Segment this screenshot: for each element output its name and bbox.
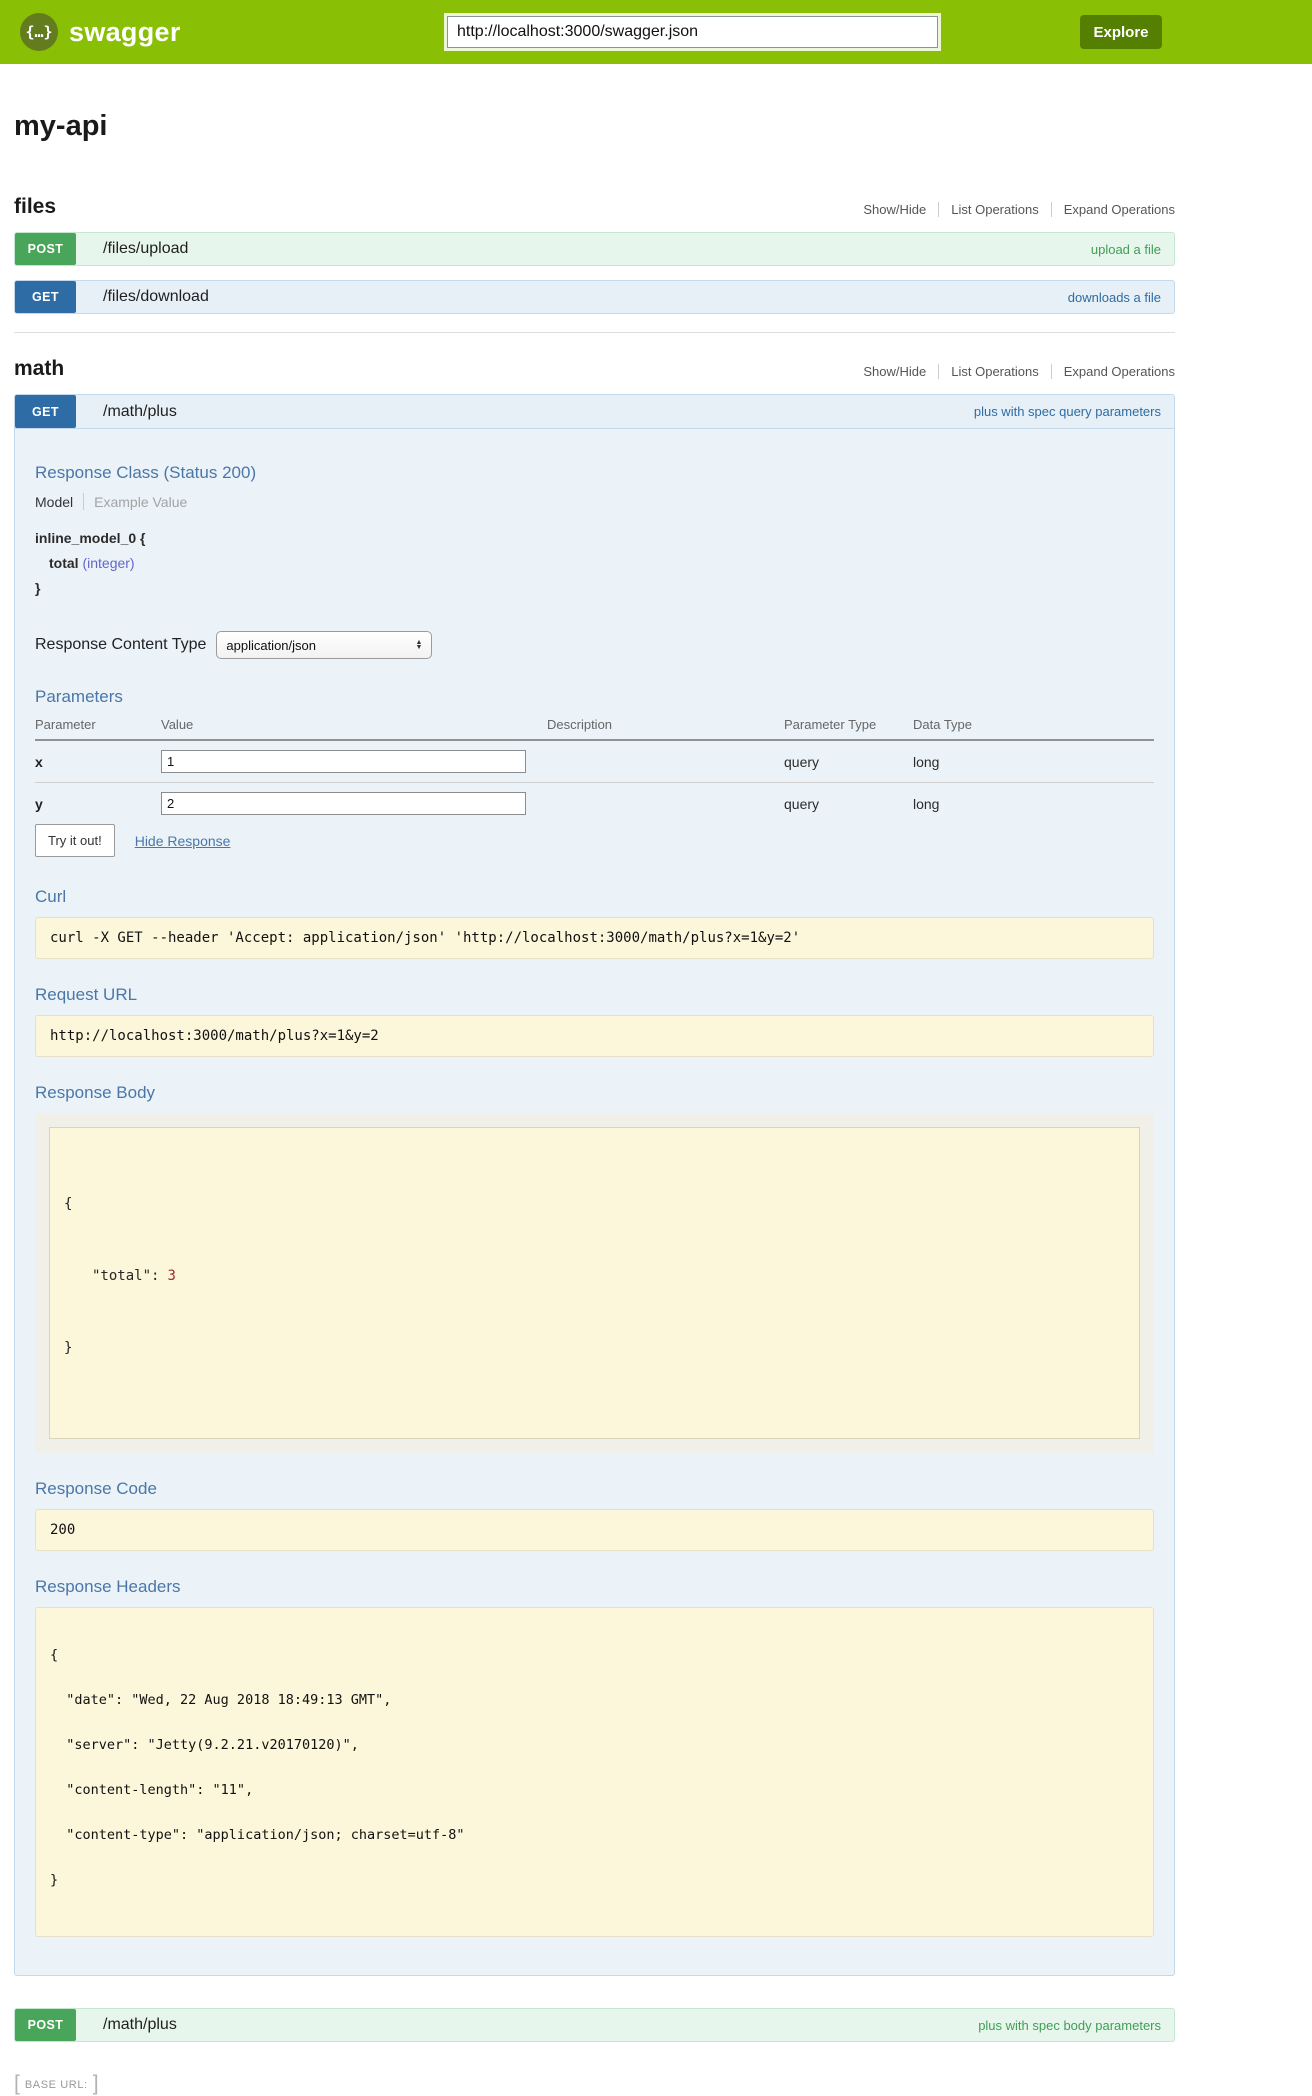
spec-url-input[interactable] xyxy=(447,16,938,48)
show-hide-link[interactable]: Show/Hide xyxy=(863,202,927,217)
json-key: "total": xyxy=(92,1268,160,1284)
parameter-data-type: long xyxy=(913,740,1154,783)
response-content-type-row xyxy=(35,631,1154,659)
base-url-label: BASE URL: xyxy=(24,2079,88,2091)
brand-name: swagger xyxy=(69,16,181,47)
base-url-bracket-close: ] xyxy=(92,2072,99,2095)
show-hide-link[interactable]: Show/Hide xyxy=(863,364,927,379)
parameter-y-value-input[interactable] xyxy=(161,792,526,815)
response-content-type-select[interactable] xyxy=(216,631,432,659)
column-parameter: Parameter xyxy=(35,709,161,740)
json-total-line xyxy=(64,1264,1125,1288)
post-method-badge: POST xyxy=(15,233,76,265)
parameter-x-value-input[interactable] xyxy=(161,750,526,773)
response-header-line: "content-type": "application/json; charset=utf-8" xyxy=(50,1827,465,1843)
response-body-container xyxy=(35,1113,1154,1453)
math-section-controls xyxy=(863,364,1175,381)
operation-row-post-math-plus[interactable] xyxy=(14,2008,1175,2042)
parameter-description xyxy=(547,740,784,783)
operation-summary-link[interactable]: upload a file xyxy=(1090,241,1161,257)
operation-path-link[interactable]: /math/plus xyxy=(103,2016,177,2033)
swagger-brand-link[interactable] xyxy=(20,13,181,51)
base-url-footer xyxy=(14,2072,1175,2096)
math-section-header xyxy=(14,357,1175,381)
request-url-block: http://localhost:3000/math/plus?x=1&y=2 xyxy=(35,1015,1154,1057)
base-url-bracket-open: [ xyxy=(14,2072,20,2095)
response-code-block: 200 xyxy=(35,1509,1154,1551)
column-description: Description xyxy=(547,709,784,740)
math-section-title: math xyxy=(14,357,65,380)
parameters-header-row xyxy=(35,709,1154,740)
try-it-out-button[interactable]: Try it out! xyxy=(35,824,115,857)
response-class-heading: Response Class (Status 200) xyxy=(35,463,257,482)
parameters-heading: Parameters xyxy=(35,687,123,706)
select-arrows-icon: ▲ ▼ xyxy=(415,639,423,651)
model-field-name: total xyxy=(49,555,79,571)
response-body-json xyxy=(49,1127,1140,1439)
operation-row-get-files-download[interactable] xyxy=(14,280,1175,314)
operation-row-post-files-upload[interactable] xyxy=(14,232,1175,266)
operation-row-get-math-plus[interactable] xyxy=(15,395,1174,429)
json-close-brace: } xyxy=(64,1340,73,1356)
column-data-type: Data Type xyxy=(913,709,1154,740)
files-section-header xyxy=(14,195,1175,219)
explore-button[interactable]: Explore xyxy=(1080,15,1162,49)
json-open-brace: { xyxy=(64,1196,73,1212)
request-url-heading: Request URL xyxy=(35,985,138,1004)
control-divider xyxy=(938,364,939,379)
swagger-logo-glyph: {…} xyxy=(25,23,53,41)
files-section-title: files xyxy=(14,195,57,218)
get-method-badge: GET xyxy=(15,281,76,313)
get-method-badge: GET xyxy=(15,395,76,428)
list-operations-link[interactable]: List Operations xyxy=(951,202,1039,217)
operation-summary-link[interactable]: plus with spec query parameters xyxy=(973,404,1161,419)
response-header-line: "server": "Jetty(9.2.21.v20170120)", xyxy=(50,1737,359,1753)
parameter-description xyxy=(547,783,784,821)
parameters-table xyxy=(35,709,1154,820)
response-content-type-value: application/json xyxy=(226,637,316,653)
response-header-line: { xyxy=(50,1647,59,1663)
model-field-line xyxy=(35,551,1154,576)
model-open-line: inline_model_0 { xyxy=(35,530,146,546)
control-divider xyxy=(1051,202,1052,217)
curl-heading: Curl xyxy=(35,887,67,906)
actions-row xyxy=(35,824,1154,857)
parameter-name: y xyxy=(35,795,43,812)
operation-summary-link[interactable]: downloads a file xyxy=(1067,289,1161,305)
operation-path-link[interactable]: /files/upload xyxy=(103,240,189,257)
files-section-controls xyxy=(863,202,1175,219)
model-close-line: } xyxy=(35,580,41,596)
tab-example-value[interactable]: Example Value xyxy=(94,493,188,510)
operation-path-link[interactable]: /math/plus xyxy=(103,402,177,420)
parameter-data-type: long xyxy=(913,795,940,812)
parameter-row-y xyxy=(35,783,1154,821)
swagger-logo-icon xyxy=(20,13,58,51)
page-title: my-api xyxy=(14,110,108,142)
response-content-type-label: Response Content Type xyxy=(35,636,207,653)
response-header-line: "date": "Wed, 22 Aug 2018 18:49:13 GMT", xyxy=(50,1692,392,1708)
model-tabs xyxy=(35,493,1154,510)
response-headers-block xyxy=(35,1607,1154,1937)
model-signature xyxy=(35,526,1154,601)
response-header-line: "content-length": "11", xyxy=(50,1782,254,1798)
column-value: Value xyxy=(161,709,547,740)
expand-operations-link[interactable]: Expand Operations xyxy=(1063,202,1175,217)
operation-panel-get-math-plus xyxy=(14,394,1175,1976)
parameter-name: x xyxy=(35,740,161,783)
operation-path-link[interactable]: /files/download xyxy=(103,288,209,305)
parameter-type: query xyxy=(784,740,913,783)
tab-model[interactable]: Model xyxy=(35,493,74,510)
expand-operations-link[interactable]: Expand Operations xyxy=(1063,364,1175,379)
main-content xyxy=(14,110,1175,2096)
top-header-bar xyxy=(0,0,1312,64)
operation-details xyxy=(15,429,1174,1975)
json-number-value: 3 xyxy=(167,1268,176,1284)
list-operations-link[interactable]: List Operations xyxy=(951,364,1039,379)
post-method-badge: POST xyxy=(15,2009,76,2041)
column-parameter-type: Parameter Type xyxy=(784,709,913,740)
parameter-type: query xyxy=(784,795,820,812)
operation-summary-link[interactable]: plus with spec body parameters xyxy=(978,2017,1161,2033)
curl-command-block: curl -X GET --header 'Accept: application/json' 'http://localhost:3000/math/plus?x=1&y=2' xyxy=(35,917,1154,959)
response-headers-heading: Response Headers xyxy=(35,1577,181,1596)
control-divider xyxy=(938,202,939,217)
parameter-row-x xyxy=(35,740,1154,783)
response-header-line: } xyxy=(50,1872,59,1888)
section-divider xyxy=(14,332,1175,333)
tab-divider xyxy=(83,493,84,510)
hide-response-link[interactable]: Hide Response xyxy=(134,832,231,849)
response-body-heading: Response Body xyxy=(35,1083,156,1102)
response-code-heading: Response Code xyxy=(35,1479,157,1498)
control-divider xyxy=(1051,364,1052,379)
model-field-type: (integer) xyxy=(82,555,135,571)
